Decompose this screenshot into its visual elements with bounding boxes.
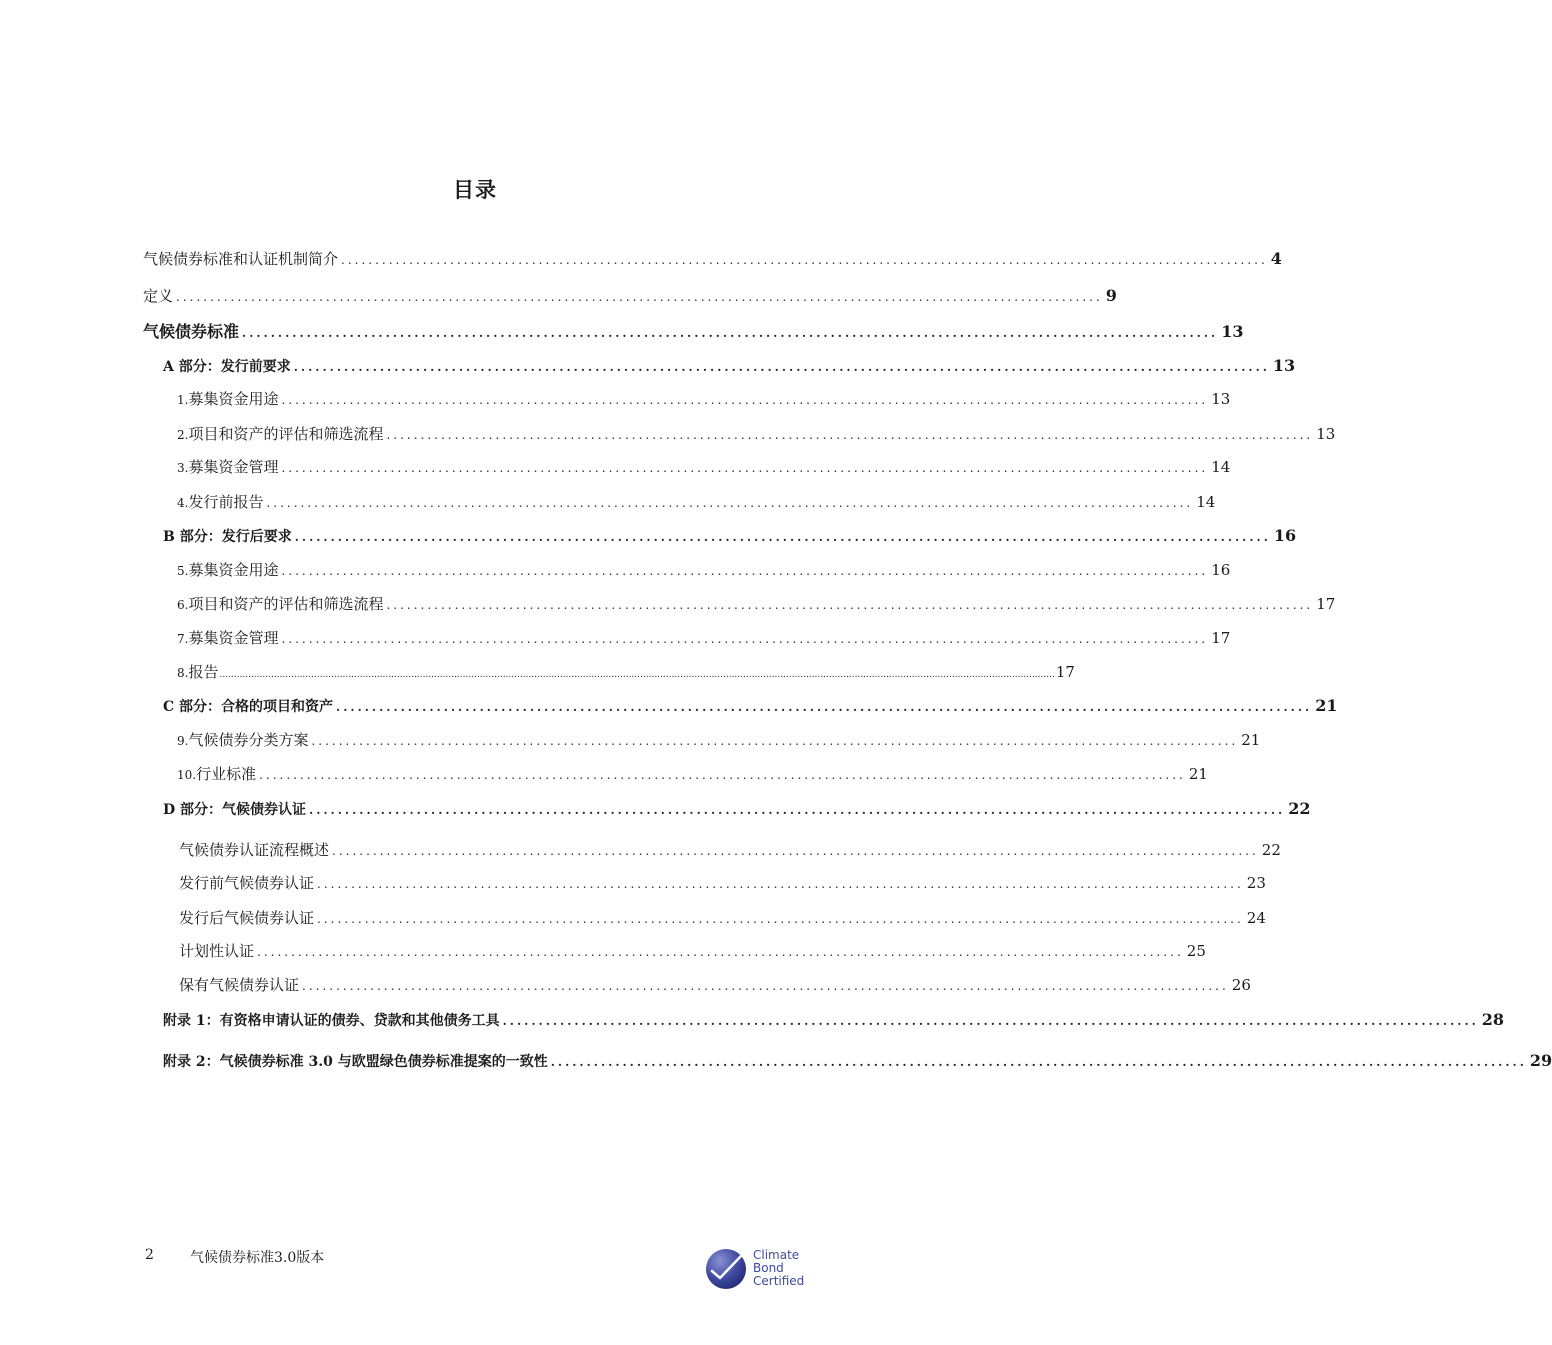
dot-leader: ........................................................................................................................................ <box>311 734 1239 748</box>
toc-page: 21 <box>1241 731 1261 749</box>
toc-label: 附录 2：气候债券标准 3.0 与欧盟绿色债券标准提案的一致性 <box>163 1054 548 1070</box>
toc-entry-4[interactable] <box>177 490 1216 514</box>
toc-number: 2. <box>177 428 189 442</box>
toc-label: 行业标准 <box>196 765 257 783</box>
toc-page: 23 <box>1246 874 1266 892</box>
toc-label: 发行前气候债券认证 <box>179 874 315 892</box>
footer-doc-title: 气候债券标准3.0版本 <box>190 1250 325 1266</box>
toc-label: B 部分：发行后要求 <box>163 529 292 545</box>
toc-page: 22 <box>1288 799 1311 818</box>
dot-leader: ........................................................................................................................................ <box>266 496 1194 510</box>
dot-leader: ........................................................................................................................................ <box>293 360 1270 374</box>
toc-page: 14 <box>1211 458 1231 476</box>
toc-page: 9 <box>1105 286 1117 305</box>
dot-leader: ........................................................................................................................................ <box>502 1014 1479 1028</box>
toc-label: C 部分：合格的项目和资产 <box>163 699 334 715</box>
logo-line-2: Bond <box>753 1261 784 1275</box>
toc-page: 21 <box>1315 696 1338 715</box>
footer-page-number: 2 <box>145 1247 154 1263</box>
toc-entry-part-c[interactable] <box>163 694 1338 718</box>
dot-leader: ........................................................................................................................................ <box>341 253 1268 267</box>
toc-page: 13 <box>1211 390 1231 408</box>
toc-entry-part-d[interactable] <box>163 797 1311 821</box>
toc-entry-1[interactable] <box>177 387 1231 411</box>
dot-leader: ........................................................................................................................................ <box>302 979 1229 993</box>
toc-entry-d1[interactable] <box>179 838 1281 862</box>
toc-label: 气候债券标准 <box>143 322 240 341</box>
logo-line-1: Climate <box>753 1248 800 1262</box>
toc-page: 29 <box>1529 1051 1552 1070</box>
toc-entry-d3[interactable] <box>179 906 1266 930</box>
dot-leader: ........................................................................................................................................ <box>257 945 1184 959</box>
toc-entry-5[interactable] <box>177 558 1231 582</box>
toc-entry-2[interactable] <box>177 422 1336 446</box>
dot-leader: ........................................................................................................................................ <box>317 912 1244 926</box>
toc-number: 1. <box>177 393 189 407</box>
toc-entry-part-a[interactable] <box>163 354 1296 378</box>
toc-label: 报告 <box>188 663 219 681</box>
toc-label: A 部分：发行前要求 <box>163 359 291 375</box>
toc-page: 13 <box>1316 425 1336 443</box>
toc-label: 气候债券认证流程概述 <box>179 841 330 859</box>
toc-page: 16 <box>1273 526 1297 545</box>
toc-label: 项目和资产的评估和筛选流程 <box>188 595 384 613</box>
toc-label: 募集资金管理 <box>188 629 279 647</box>
dot-leader: ........................................................................................................................................ <box>242 326 1219 340</box>
toc-label: 计划性认证 <box>179 942 255 960</box>
toc-label: 募集资金用途 <box>188 561 279 579</box>
toc-number: 5. <box>177 564 189 578</box>
toc-label: 气候债券分类方案 <box>188 731 309 749</box>
toc-page: 24 <box>1246 909 1266 927</box>
dot-leader: ........................................................................................................................................ <box>281 632 1209 646</box>
dot-leader: ........................................................................................................................................ <box>550 1055 1527 1069</box>
toc-entry-6[interactable] <box>177 592 1336 616</box>
toc-entry-d5[interactable] <box>179 973 1251 997</box>
dot-leader: ........................................................................................................................................ <box>317 877 1244 891</box>
toc-label: 保有气候债券认证 <box>179 976 300 994</box>
toc-label: 募集资金用途 <box>188 390 279 408</box>
toc-label: D 部分：气候债券认证 <box>163 802 307 818</box>
logo-text <box>753 1249 804 1288</box>
dot-leader: ........................................................................................................................................ <box>281 564 1209 578</box>
toc-entry-8[interactable] <box>177 660 1075 684</box>
toc-entry-definitions[interactable] <box>143 284 1117 308</box>
toc-page: 21 <box>1188 765 1208 783</box>
dot-leader: ........................................................................................................................................ <box>309 803 1286 817</box>
toc-page: 16 <box>1211 561 1231 579</box>
dot-leader: ........................................................................................................................................ <box>281 393 1209 407</box>
toc-entry-10[interactable] <box>177 762 1208 786</box>
toc-number: 3. <box>177 461 189 475</box>
toc-label: 定义 <box>143 287 174 305</box>
toc-label: 气候债券标准和认证机制简介 <box>143 250 339 268</box>
toc-label: 发行后气候债券认证 <box>179 909 315 927</box>
toc-label: 附录 1：有资格申请认证的债券、贷款和其他债务工具 <box>163 1013 500 1029</box>
dot-leader: .................................................................................................................................................................................................................................................................................................... <box>219 670 1055 680</box>
toc-number: 9. <box>177 734 189 748</box>
toc-page: 14 <box>1196 493 1216 511</box>
toc-entry-appendix-1[interactable] <box>163 1008 1505 1032</box>
toc-number: 4. <box>177 496 189 510</box>
toc-entry-d4[interactable] <box>179 939 1206 963</box>
toc-page: 26 <box>1231 976 1251 994</box>
toc-entry-appendix-2[interactable] <box>163 1049 1552 1073</box>
toc-page: 25 <box>1186 942 1206 960</box>
page-title: 目录 <box>453 178 497 202</box>
dot-leader: ........................................................................................................................................ <box>281 461 1209 475</box>
dot-leader: ........................................................................................................................................ <box>259 768 1186 782</box>
dot-leader: ........................................................................................................................................ <box>176 290 1103 304</box>
toc-page: 4 <box>1270 249 1282 268</box>
toc-entry-9[interactable] <box>177 728 1261 752</box>
toc-entry-3[interactable] <box>177 455 1231 479</box>
dot-leader: ........................................................................................................................................ <box>332 844 1259 858</box>
toc-number: 10. <box>177 768 197 782</box>
dot-leader: ........................................................................................................................................ <box>336 700 1313 714</box>
toc-page: 17 <box>1211 629 1231 647</box>
toc-entry-standard[interactable] <box>143 320 1244 344</box>
toc-page: 13 <box>1221 322 1244 341</box>
toc-entry-intro[interactable] <box>143 247 1282 271</box>
toc-label: 发行前报告 <box>188 493 264 511</box>
dot-leader: ........................................................................................................................................ <box>386 598 1314 612</box>
toc-page: 17 <box>1316 595 1336 613</box>
toc-page: 22 <box>1261 841 1281 859</box>
dot-leader: ........................................................................................................................................ <box>386 428 1314 442</box>
logo-line-3: Certified <box>753 1274 805 1288</box>
toc-entry-7[interactable] <box>177 626 1231 650</box>
toc-number: 8. <box>177 666 189 680</box>
toc-entry-part-b[interactable] <box>163 524 1297 548</box>
toc-page: 13 <box>1272 356 1296 375</box>
toc-page: 17 <box>1055 663 1075 681</box>
toc-page: 28 <box>1481 1010 1505 1029</box>
dot-leader: ........................................................................................................................................ <box>294 530 1271 544</box>
toc-entry-d2[interactable] <box>179 871 1266 895</box>
toc-number: 6. <box>177 598 189 612</box>
toc-label: 项目和资产的评估和筛选流程 <box>188 425 384 443</box>
toc-number: 7. <box>177 632 189 646</box>
toc-label: 募集资金管理 <box>188 458 279 476</box>
